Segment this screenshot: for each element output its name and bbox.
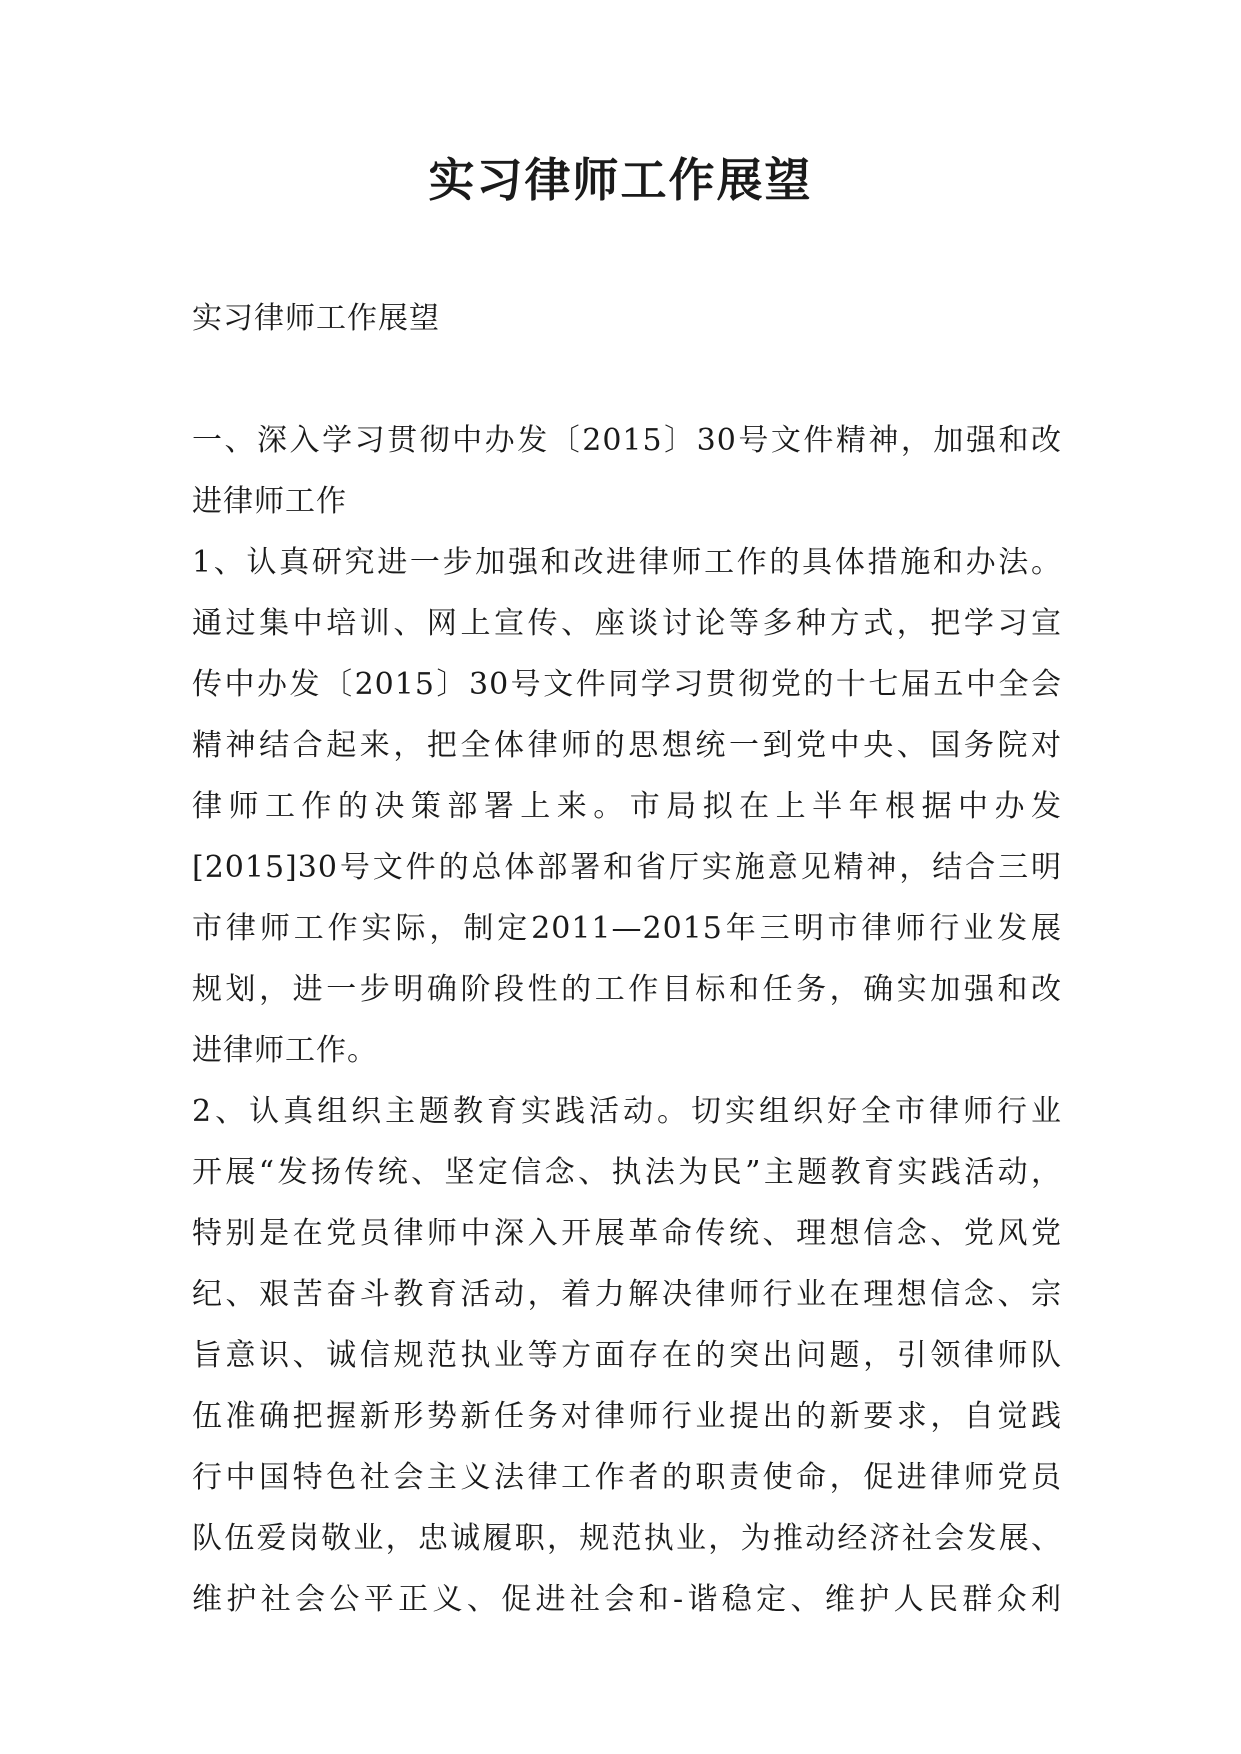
body-line: 律师工作的决策部署上来。市局拟在上半年根据中办发 [192,789,1062,824]
document-subtitle: 实习律师工作展望 [192,301,440,336]
document-body [192,288,1062,1630]
body-line: 市律师工作实际，制定2011—2015年三明市律师行业发展 [192,911,1062,946]
body-line: 精神结合起来，把全体律师的思想统一到党中央、国务院对 [192,728,1062,763]
body-line: 进律师工作 [192,484,347,519]
body-line: 通过集中培训、网上宣传、座谈讨论等多种方式，把学习宣 [192,606,1062,641]
body-line: 开展“发扬传统、坚定信念、执法为民”主题教育实践活动， [192,1155,1062,1190]
body-line: 纪、艰苦奋斗教育活动，着力解决律师行业在理想信念、宗 [192,1277,1062,1312]
body-line: 2、认真组织主题教育实践活动。切实组织好全市律师行业 [192,1094,1062,1129]
body-line: 1、认真研究进一步加强和改进律师工作的具体措施和办法。 [192,545,1062,580]
body-line: 伍准确把握新形势新任务对律师行业提出的新要求，自觉践 [192,1399,1062,1434]
body-line: 维护社会公平正义、促进社会和-谐稳定、维护人民群众利 [192,1582,1062,1617]
body-line: 旨意识、诚信规范执业等方面存在的突出问题，引领律师队 [192,1338,1062,1373]
body-line: 进律师工作。 [192,1033,378,1068]
body-line: 行中国特色社会主义法律工作者的职责使命，促进律师党员 [192,1460,1062,1495]
body-line: [2015]30号文件的总体部署和省厅实施意见精神，结合三明 [192,850,1062,885]
document-title: 实习律师工作展望 [428,153,813,207]
body-line: 一、深入学习贯彻中办发〔2015〕30号文件精神，加强和改 [192,423,1062,458]
body-line: 规划，进一步明确阶段性的工作目标和任务，确实加强和改 [192,972,1062,1007]
body-line: 队伍爱岗敬业，忠诚履职，规范执业，为推动经济社会发展、 [192,1521,1062,1556]
body-line: 特别是在党员律师中深入开展革命传统、理想信念、党风党 [192,1216,1062,1251]
body-line: 传中办发〔2015〕30号文件同学习贯彻党的十七届五中全会 [192,667,1062,702]
